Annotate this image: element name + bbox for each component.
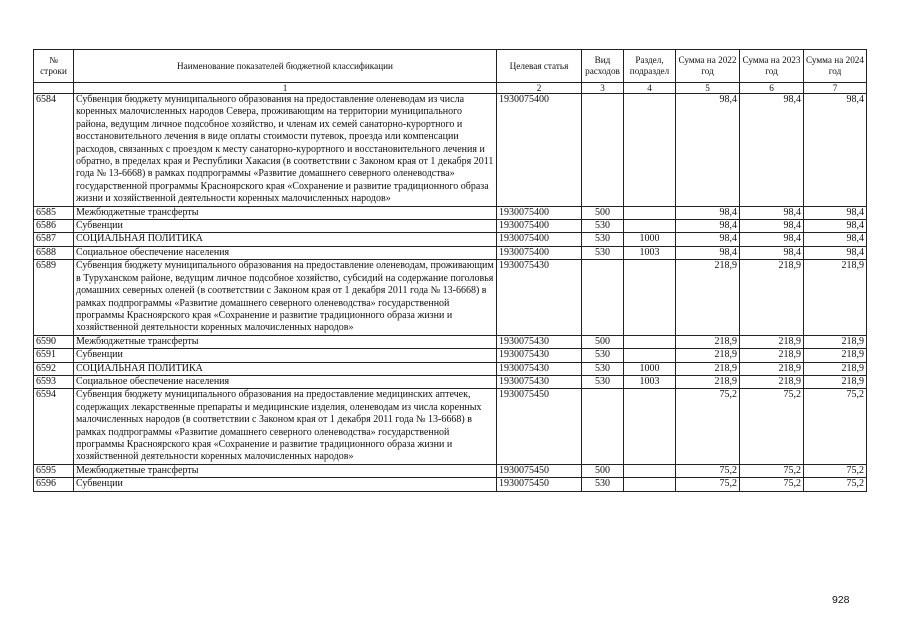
section-cell: [624, 94, 676, 207]
header-sum-2023: Сумма на 2023 год: [740, 50, 804, 83]
table-row: [34, 375, 867, 388]
table-row: [34, 220, 867, 233]
row-number-cell: 6590: [34, 335, 74, 348]
section-cell: [624, 220, 676, 233]
sum-2023-cell: 75,2: [740, 478, 804, 491]
name-cell: Субвенции: [74, 478, 497, 491]
row-number-cell: 6587: [34, 233, 74, 246]
expense-type-cell: 530: [582, 220, 624, 233]
name-cell: Межбюджетные трансферты: [74, 464, 497, 477]
name-cell: СОЦИАЛЬНАЯ ПОЛИТИКА: [74, 233, 497, 246]
sum-2022-cell: 218,9: [676, 260, 740, 335]
sum-2024-cell: 218,9: [804, 335, 867, 348]
sum-2023-cell: 75,2: [740, 389, 804, 464]
sum-2024-cell: 218,9: [804, 260, 867, 335]
table-row: [34, 94, 867, 207]
header-row: [34, 50, 867, 83]
col-number: [34, 83, 74, 94]
target-article-cell: 1930075400: [497, 94, 582, 207]
sum-2023-cell: 218,9: [740, 335, 804, 348]
row-number-cell: 6592: [34, 362, 74, 375]
sum-2024-cell: 98,4: [804, 220, 867, 233]
name-cell: Субвенция бюджету муниципального образования на предоставление оленеводам, проживающим в Туруханском районе, ведущим личное подсобное хозяйство, субсидий на содержание поголовья домашних северных оленей (в соответствии с Законом края от 1 декабря 2011 года № 13-6668) в рамках подпрограммы «Развитие домашнего северного оленеводства» государственной программы Красноярского края «Сохранение и развитие традиционного образа жизни и хозяйственной деятельности коренных малочисленных народов»: [74, 260, 497, 335]
table-row: [34, 206, 867, 219]
budget-table: [33, 49, 867, 492]
sum-2024-cell: 75,2: [804, 464, 867, 477]
name-cell: Субвенции: [74, 349, 497, 362]
target-article-cell: 1930075430: [497, 362, 582, 375]
sum-2024-cell: 98,4: [804, 233, 867, 246]
sum-2023-cell: 98,4: [740, 233, 804, 246]
header-row-no: № строки: [34, 50, 74, 83]
sum-2024-cell: 75,2: [804, 389, 867, 464]
sum-2024-cell: 218,9: [804, 375, 867, 388]
section-cell: 1000: [624, 362, 676, 375]
name-cell: СОЦИАЛЬНАЯ ПОЛИТИКА: [74, 362, 497, 375]
header-sum-2024: Сумма на 2024 год: [804, 50, 867, 83]
sum-2022-cell: 98,4: [676, 233, 740, 246]
target-article-cell: 1930075430: [497, 349, 582, 362]
section-cell: [624, 260, 676, 335]
sum-2022-cell: 98,4: [676, 246, 740, 259]
col-number: 2: [497, 83, 582, 94]
section-cell: 1003: [624, 375, 676, 388]
header-section: Раздел, подраздел: [624, 50, 676, 83]
target-article-cell: 1930075400: [497, 220, 582, 233]
sum-2023-cell: 98,4: [740, 220, 804, 233]
expense-type-cell: 530: [582, 375, 624, 388]
header-expense-type: Вид расходов: [582, 50, 624, 83]
section-cell: [624, 206, 676, 219]
target-article-cell: 1930075450: [497, 478, 582, 491]
target-article-cell: 1930075400: [497, 233, 582, 246]
sum-2022-cell: 218,9: [676, 335, 740, 348]
section-cell: [624, 478, 676, 491]
expense-type-cell: [582, 260, 624, 335]
table-row: [34, 478, 867, 491]
expense-type-cell: 500: [582, 335, 624, 348]
table-row: [34, 260, 867, 335]
target-article-cell: 1930075400: [497, 206, 582, 219]
table-row: [34, 233, 867, 246]
table-row: [34, 335, 867, 348]
table-row: [34, 246, 867, 259]
sum-2023-cell: 98,4: [740, 246, 804, 259]
row-number-cell: 6589: [34, 260, 74, 335]
sum-2022-cell: 218,9: [676, 362, 740, 375]
target-article-cell: 1930075430: [497, 260, 582, 335]
section-cell: [624, 389, 676, 464]
row-number-cell: 6591: [34, 349, 74, 362]
row-number-cell: 6588: [34, 246, 74, 259]
sum-2022-cell: 75,2: [676, 478, 740, 491]
sum-2023-cell: 98,4: [740, 206, 804, 219]
sum-2023-cell: 218,9: [740, 375, 804, 388]
header-target: Целевая статья: [497, 50, 582, 83]
name-cell: Межбюджетные трансферты: [74, 206, 497, 219]
name-cell: Межбюджетные трансферты: [74, 335, 497, 348]
name-cell: Субвенция бюджету муниципального образования на предоставление оленеводам из числа коренных малочисленных народов Севера, проживающим на территории муниципального района, ведущим личное подсобное хозяйство, и членам их семей санаторно-курортного и восстановительного лечения в виде оплаты стоимости путевок, проезда или компенсации расходов, связанных с проездом к месту санаторно-курортного и восстановительного лечения и обратно, в пределах края и Республики Хакасия (в соответствии с Законом края от 1 декабря 2011 года № 13-6668) в рамках подпрограммы «Развитие домашнего северного оленеводства» государственной программы Красноярского края «Сохранение и развитие традиционного образа жизни и хозяйственной деятельности коренных малочисленных народов»: [74, 94, 497, 207]
section-cell: [624, 335, 676, 348]
target-article-cell: 1930075450: [497, 464, 582, 477]
target-article-cell: 1930075430: [497, 335, 582, 348]
section-cell: [624, 464, 676, 477]
sum-2024-cell: 218,9: [804, 362, 867, 375]
name-cell: Субвенции: [74, 220, 497, 233]
sum-2023-cell: 98,4: [740, 94, 804, 207]
sum-2022-cell: 218,9: [676, 349, 740, 362]
sum-2024-cell: 98,4: [804, 206, 867, 219]
name-cell: Субвенция бюджету муниципального образования на предоставление медицинских аптечек, содержащих лекарственные препараты и медицинские изделия, оленеводам из числа коренных малочисленных народов (в соответствии с Законом края от 1 декабря 2011 года № 13-6668) в рамках подпрограммы «Развитие домашнего северного оленеводства» государственной программы Красноярского края «Сохранение и развитие традиционного образа жизни и хозяйственной деятельности коренных малочисленных народов»: [74, 389, 497, 464]
col-number: 3: [582, 83, 624, 94]
sum-2024-cell: 98,4: [804, 246, 867, 259]
expense-type-cell: 530: [582, 233, 624, 246]
table-row: [34, 464, 867, 477]
sum-2024-cell: 75,2: [804, 478, 867, 491]
sum-2022-cell: 98,4: [676, 220, 740, 233]
sum-2023-cell: 218,9: [740, 260, 804, 335]
row-number-cell: 6585: [34, 206, 74, 219]
expense-type-cell: [582, 94, 624, 207]
sum-2023-cell: 218,9: [740, 349, 804, 362]
section-cell: [624, 349, 676, 362]
sum-2022-cell: 75,2: [676, 464, 740, 477]
sum-2024-cell: 98,4: [804, 94, 867, 207]
target-article-cell: 1930075430: [497, 375, 582, 388]
section-cell: 1000: [624, 233, 676, 246]
table-row: [34, 349, 867, 362]
table-row: [34, 389, 867, 464]
expense-type-cell: 530: [582, 362, 624, 375]
table-row: [34, 362, 867, 375]
col-number: 4: [624, 83, 676, 94]
row-number-cell: 6596: [34, 478, 74, 491]
col-number: 1: [74, 83, 497, 94]
row-number-cell: 6593: [34, 375, 74, 388]
col-number: 6: [740, 83, 804, 94]
sum-2022-cell: 98,4: [676, 206, 740, 219]
column-number-row: [34, 83, 867, 94]
header-name: Наименование показателей бюджетной классификации: [74, 50, 497, 83]
sum-2022-cell: 218,9: [676, 375, 740, 388]
sum-2024-cell: 218,9: [804, 349, 867, 362]
sum-2022-cell: 75,2: [676, 389, 740, 464]
expense-type-cell: 530: [582, 246, 624, 259]
sum-2022-cell: 98,4: [676, 94, 740, 207]
target-article-cell: 1930075450: [497, 389, 582, 464]
row-number-cell: 6595: [34, 464, 74, 477]
row-number-cell: 6594: [34, 389, 74, 464]
expense-type-cell: [582, 389, 624, 464]
expense-type-cell: 500: [582, 464, 624, 477]
col-number: 5: [676, 83, 740, 94]
sum-2023-cell: 75,2: [740, 464, 804, 477]
col-number: 7: [804, 83, 867, 94]
target-article-cell: 1930075400: [497, 246, 582, 259]
expense-type-cell: 530: [582, 478, 624, 491]
name-cell: Социальное обеспечение населения: [74, 375, 497, 388]
row-number-cell: 6586: [34, 220, 74, 233]
page-number: 928: [832, 594, 850, 606]
sum-2023-cell: 218,9: [740, 362, 804, 375]
section-cell: 1003: [624, 246, 676, 259]
header-sum-2022: Сумма на 2022 год: [676, 50, 740, 83]
name-cell: Социальное обеспечение населения: [74, 246, 497, 259]
row-number-cell: 6584: [34, 94, 74, 207]
expense-type-cell: 500: [582, 206, 624, 219]
expense-type-cell: 530: [582, 349, 624, 362]
